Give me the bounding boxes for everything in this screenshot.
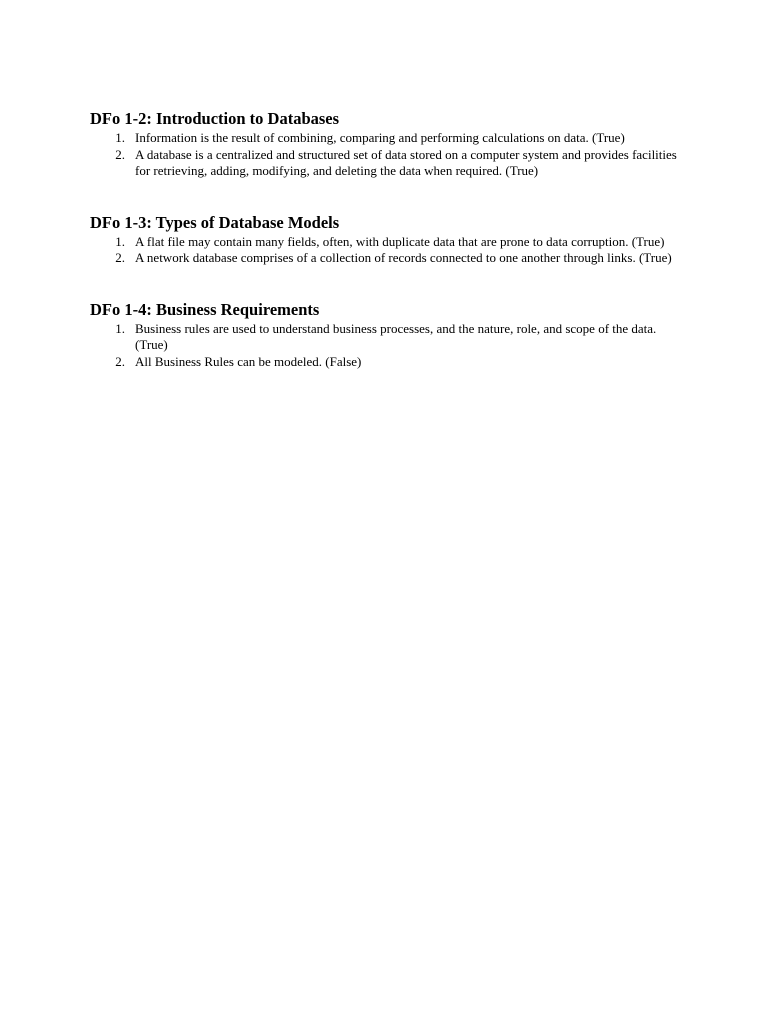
section-title: DFo 1-4: Business Requirements (90, 299, 320, 319)
section-intro-databases (90, 108, 690, 180)
section-business-requirements (90, 299, 690, 371)
section-title: DFo 1-3: Types of Database Models (90, 212, 340, 232)
list-item (90, 234, 690, 251)
list-item (90, 250, 690, 267)
item-number: 1. (115, 130, 125, 145)
question-list (90, 321, 690, 371)
section-database-models (90, 212, 690, 267)
item-text: A network database comprises of a collection of records connected to one another through links. (True) (135, 250, 672, 265)
item-text: A database is a centralized and structured set of data stored on a computer system and provides facilities for retrieving, adding, modifying, and deleting the data when required. (True) (135, 146, 677, 178)
item-text: A flat file may contain many fields, often, with duplicate data that are prone to data corruption. (True) (135, 233, 665, 249)
list-item (90, 130, 690, 147)
item-number: 1. (115, 320, 125, 336)
item-number: 2. (115, 146, 125, 162)
list-item (90, 321, 690, 354)
item-number: 2. (115, 250, 125, 265)
item-text: All Business Rules can be modeled. (False) (135, 353, 362, 369)
question-list (90, 234, 690, 267)
item-number: 2. (115, 353, 125, 369)
question-list (90, 130, 690, 180)
section-title: DFo 1-2: Introduction to Databases (90, 109, 340, 128)
item-text: Information is the result of combining, comparing and performing calculations on data. (True) (135, 130, 625, 145)
document-page (90, 108, 690, 402)
item-text: Business rules are used to understand business processes, and the nature, role, and scope of the data. (True) (135, 320, 657, 352)
list-item (90, 354, 690, 371)
list-item (90, 147, 690, 180)
item-number: 1. (115, 233, 125, 249)
